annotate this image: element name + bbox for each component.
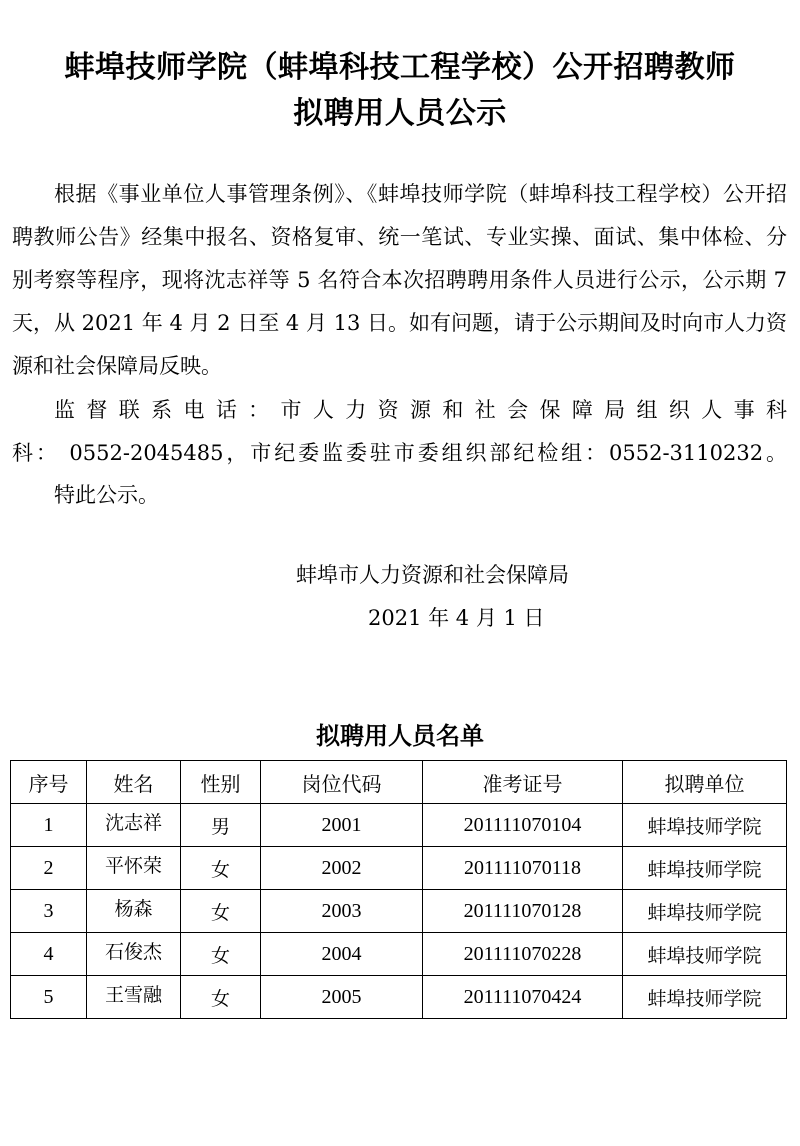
cell-post-code: 2001 bbox=[261, 804, 423, 847]
cell-exam-id: 201111070104 bbox=[423, 804, 623, 847]
cell-exam-id: 201111070228 bbox=[423, 933, 623, 976]
cell-seq: 1 bbox=[11, 804, 87, 847]
cell-gender: 女 bbox=[181, 976, 261, 1019]
cell-unit: 蚌埠技师学院 bbox=[623, 976, 787, 1019]
closing-statement: 特此公示。 bbox=[54, 483, 159, 507]
cell-name: 石俊杰 bbox=[87, 933, 181, 976]
cell-gender: 女 bbox=[181, 933, 261, 976]
cell-seq: 5 bbox=[11, 976, 87, 1019]
cell-name: 沈志祥 bbox=[87, 804, 181, 847]
announcement-paragraph: 根据《事业单位人事管理条例》、《蚌埠技师学院（蚌埠科技工程学校）公开招聘教师公告》经集中报名、资格复审、统一笔试、专业实操、面试、集中体检、分别考察等程序，现将沈志祥等 5 名符合本次招聘聘用条件人员进行公示，公示期 7 天，从 2021 年 4 月 2 日至 4 月 13 日。如有问题，请于公示期间及时向市人力资源和社会保障局反映。 bbox=[12, 182, 787, 378]
cell-name: 王雪融 bbox=[87, 976, 181, 1019]
cell-seq: 2 bbox=[11, 847, 87, 890]
cell-exam-id: 201111070128 bbox=[423, 890, 623, 933]
cell-unit: 蚌埠技师学院 bbox=[623, 890, 787, 933]
header-gender: 性别 bbox=[181, 761, 261, 804]
cell-gender: 女 bbox=[181, 847, 261, 890]
header-seq: 序号 bbox=[11, 761, 87, 804]
header-exam-id: 准考证号 bbox=[423, 761, 623, 804]
cell-unit: 蚌埠技师学院 bbox=[623, 933, 787, 976]
roster-header-row bbox=[11, 761, 787, 804]
header-post-code: 岗位代码 bbox=[261, 761, 423, 804]
table-row bbox=[11, 933, 787, 976]
table-row bbox=[11, 890, 787, 933]
cell-seq: 3 bbox=[11, 890, 87, 933]
cell-unit: 蚌埠技师学院 bbox=[623, 847, 787, 890]
table-row bbox=[11, 847, 787, 890]
cell-exam-id: 201111070424 bbox=[423, 976, 623, 1019]
supervision-label: 监督联系电话：市人力资源和社会保障局组织人事科 bbox=[54, 398, 787, 422]
document-title-line-2: 拟聘用人员公示 bbox=[293, 96, 507, 131]
roster-title: 拟聘用人员名单 bbox=[316, 722, 484, 750]
cell-post-code: 2005 bbox=[261, 976, 423, 1019]
cell-name: 平怀荣 bbox=[87, 847, 181, 890]
cell-gender: 女 bbox=[181, 890, 261, 933]
header-name: 姓名 bbox=[87, 761, 181, 804]
issue-date: 2021 年 4 月 1 日 bbox=[368, 606, 545, 630]
document-title-line-1: 蚌埠技师学院（蚌埠科技工程学校）公开招聘教师 bbox=[64, 50, 736, 85]
cell-post-code: 2002 bbox=[261, 847, 423, 890]
roster-table bbox=[10, 760, 787, 1019]
issuing-organization: 蚌埠市人力资源和社会保障局 bbox=[296, 563, 569, 587]
header-unit: 拟聘单位 bbox=[623, 761, 787, 804]
cell-seq: 4 bbox=[11, 933, 87, 976]
cell-post-code: 2003 bbox=[261, 890, 423, 933]
table-row bbox=[11, 976, 787, 1019]
cell-unit: 蚌埠技师学院 bbox=[623, 804, 787, 847]
table-row bbox=[11, 804, 787, 847]
cell-name: 杨森 bbox=[87, 890, 181, 933]
supervision-contacts: 科： 0552-2045485，市纪委监委驻市委组织部纪检组：0552-3110232。 bbox=[12, 441, 787, 465]
cell-post-code: 2004 bbox=[261, 933, 423, 976]
supervision-paragraph bbox=[12, 389, 787, 475]
cell-exam-id: 201111070118 bbox=[423, 847, 623, 890]
cell-gender: 男 bbox=[181, 804, 261, 847]
